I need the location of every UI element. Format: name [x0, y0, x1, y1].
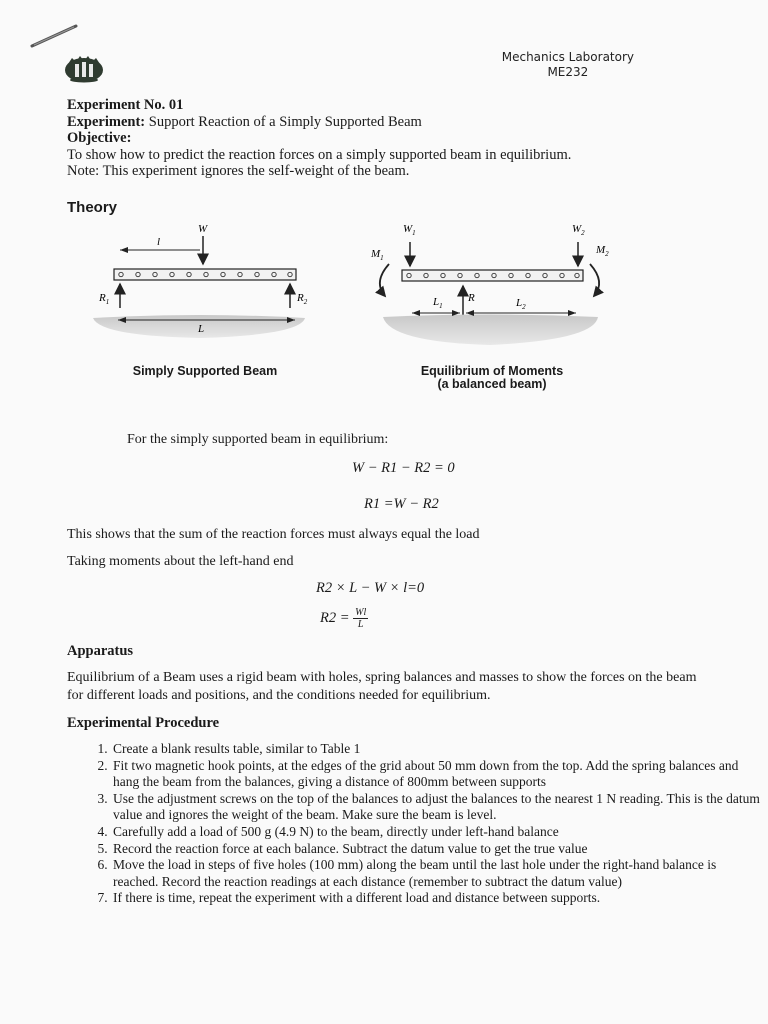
objective-label: Objective: [67, 130, 132, 146]
label-W: W [198, 223, 208, 235]
diagram2-caption [400, 365, 584, 391]
objective-text: To show how to predict the reaction forces on a simply supported beam in equilibrium. [67, 146, 572, 163]
procedure-step: 3. Use the adjustment screws on the top of the balances to adjust the balances to the nearest 1 N reading. This is the datum value and ignores the weight of the beam. Make sure the beam is level. [111, 791, 761, 824]
label-L1: $L_1$ [433, 296, 443, 310]
equilibrium-moments-diagram [370, 223, 609, 345]
procedure-list [64, 741, 761, 907]
beam-2 [402, 270, 583, 281]
label-M1: $M_1$ [371, 248, 384, 262]
theory-heading: Theory [67, 199, 118, 216]
procedure-step: 4. Carefully add a load of 500 g (4.9 N) to the beam, directly under left-hand balance [111, 824, 761, 841]
moment-arrow-M1 [380, 264, 389, 296]
equation-4 [320, 607, 368, 630]
procedure-step: 7. If there is time, repeat the experiment with a different load and distance between supports. [111, 890, 761, 907]
label-W2: $W_2$ [572, 223, 585, 237]
procedure-step: 2. Fit two magnetic hook points, at the edges of the grid about 50 mm down from the top. Add the spring balances and hang the beam from the balances, giving a distance of 800mm between supports [111, 758, 761, 791]
label-R1: $R_1$ [99, 292, 110, 306]
label-L2: $L_2$ [516, 297, 526, 311]
apparatus-text: Equilibrium of a Beam uses a rigid beam with holes, spring balances and masses to show the forces on the beam for different loads and positions, and the conditions needed for equilibrium. [67, 670, 697, 703]
equation-2: R1 =W − R2 [364, 496, 439, 512]
note-text: Note: This experiment ignores the self-weight of the beam. [67, 163, 410, 179]
procedure-step: 1. Create a blank results table, similar to Table 1 [111, 741, 761, 758]
diagram2-caption-line1: Equilibrium of Moments [420, 364, 564, 378]
label-W1: $W_1$ [403, 223, 416, 237]
ground-2 [383, 315, 598, 346]
diagram2-caption-line2: (a balanced beam) [437, 377, 547, 391]
experiment-label: Experiment: [67, 113, 146, 130]
procedure-heading: Experimental Procedure [67, 715, 220, 731]
experiment-number: Experiment No. 01 [67, 97, 184, 113]
label-M2: $M_2$ [596, 244, 609, 258]
moments-statement: Taking moments about the left-hand end [67, 554, 294, 569]
equation-4-numerator: Wl [355, 607, 367, 618]
equation-1: W − R1 − R2 = 0 [352, 460, 455, 476]
theory-diagrams [0, 0, 768, 400]
procedure-step: 5. Record the reaction force at each balance. Subtract the datum value to get the true value [111, 841, 761, 858]
diagram1-caption: Simply Supported Beam [132, 364, 278, 378]
equilibrium-intro: For the simply supported beam in equilibrium: [127, 432, 389, 447]
simply-supported-beam-diagram [93, 223, 308, 338]
equation-4-lhs: R2 = [320, 609, 350, 626]
procedure-step: 6. Move the load in steps of five holes (100 mm) along the beam until the last hole under the right-hand balance is reached. Record the reaction readings at each distance (remember to subtract the datum value) [111, 857, 761, 890]
beam-1 [114, 269, 296, 280]
course-code: ME232 [547, 65, 589, 79]
equation-4-fraction [353, 607, 368, 630]
label-R2: $R_2$ [297, 292, 308, 306]
moment-arrow-M2 [590, 264, 599, 296]
lab-name: Mechanics Laboratory [501, 50, 634, 64]
label-l: l [157, 236, 161, 248]
label-L: L [198, 323, 205, 335]
sum-statement: This shows that the sum of the reaction forces must always equal the load [67, 527, 480, 542]
equation-4-denominator: L [357, 619, 364, 630]
label-R: R [468, 292, 475, 304]
equation-3: R2 × L − W × l=0 [316, 580, 425, 596]
apparatus-heading: Apparatus [67, 643, 134, 659]
experiment-title: Support Reaction of a Simply Supported Beam [148, 113, 422, 130]
